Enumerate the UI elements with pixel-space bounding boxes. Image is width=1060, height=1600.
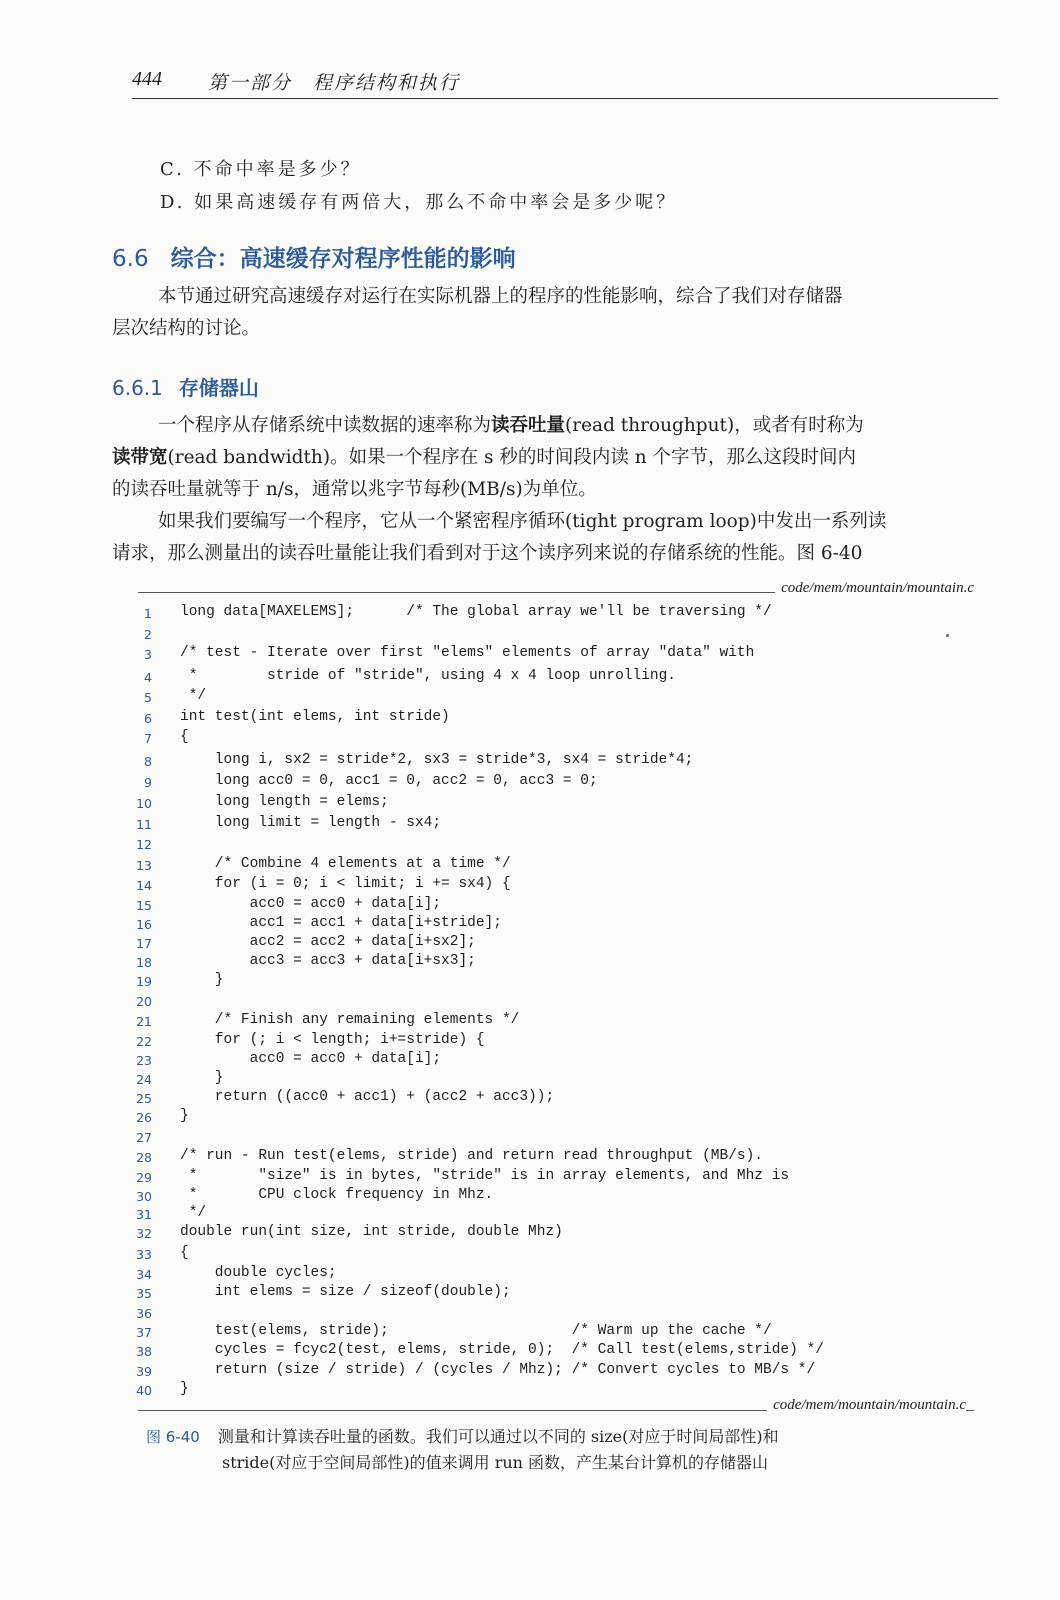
exercise-item-c: C. 不命中率是多少？ <box>160 159 362 180</box>
code-line <box>132 668 992 688</box>
line-number: 4 <box>144 670 152 685</box>
code-line <box>132 1224 992 1244</box>
line-number: 35 <box>136 1286 152 1301</box>
source-file-label-bottom: code/mem/mountain/mountain.c <box>767 1397 966 1414</box>
code-line <box>132 604 992 624</box>
code-text: */ <box>180 1205 207 1221</box>
line-number: 16 <box>136 917 152 932</box>
code-text: long length = elems; <box>180 794 389 810</box>
line-number: 22 <box>136 1034 152 1049</box>
code-line <box>132 729 992 749</box>
subsection-title: 存储器山 <box>178 376 259 400</box>
code-text: return (size / stride) / (cycles / Mhz); /* Convert cycles to MB/s */ <box>180 1362 816 1378</box>
code-text: { <box>180 1245 189 1261</box>
line-number: 40 <box>136 1383 152 1398</box>
code-line <box>132 1148 992 1168</box>
code-text: long limit = length - sx4; <box>180 815 442 831</box>
code-line <box>132 856 992 876</box>
subsection-number: 6.6.1 <box>112 376 163 400</box>
line-number: 36 <box>136 1306 152 1321</box>
code-text: double cycles; <box>180 1265 337 1281</box>
caption-line: 测量和计算读吞吐量的函数。我们可以通过以不同的 size(对应于时间局部性)和 <box>217 1427 779 1446</box>
code-line <box>132 709 992 729</box>
code-text: * CPU clock frequency in Mhz. <box>180 1187 494 1203</box>
code-line <box>132 1187 992 1207</box>
section-title: 综合：高速缓存对程序性能的影响 <box>170 246 516 272</box>
line-number: 12 <box>136 837 152 852</box>
line-number: 33 <box>136 1247 152 1262</box>
code-line <box>132 915 992 935</box>
line-number: 15 <box>136 898 152 913</box>
code-line <box>132 1168 992 1188</box>
paragraph-read-throughput <box>112 410 996 570</box>
text-run: (read throughput)，或者有时称为 <box>565 415 864 436</box>
line-number: 23 <box>136 1053 152 1068</box>
line-number: 28 <box>136 1150 152 1165</box>
code-text: long data[MAXELEMS]; /* The global array we'll be traversing */ <box>180 604 772 620</box>
code-line <box>132 1070 992 1090</box>
code-line <box>132 815 992 835</box>
line-number: 38 <box>136 1344 152 1359</box>
code-line <box>132 1362 992 1382</box>
term-read-bandwidth: 读带宽 <box>112 447 168 468</box>
line-number: 25 <box>136 1091 152 1106</box>
code-text: } <box>180 1070 224 1086</box>
line-number: 19 <box>136 974 152 989</box>
line-number: 34 <box>136 1267 152 1282</box>
intro-line: 本节通过研究高速缓存对运行在实际机器上的程序的性能影响，综合了我们对存储器 <box>158 286 843 307</box>
code-line <box>132 625 992 645</box>
line-number: 24 <box>136 1072 152 1087</box>
code-line <box>132 752 992 772</box>
code-line <box>132 1342 992 1362</box>
part-title: 第一部分 程序结构和执行 <box>208 72 461 94</box>
text-run: (read bandwidth)。如果一个程序在 s 秒的时间段内读 n 个字节，那么这段时间内 <box>167 447 857 468</box>
line-number: 20 <box>136 994 152 1009</box>
line-number: 37 <box>136 1325 152 1340</box>
line-number: 3 <box>144 647 152 662</box>
code-text: * "size" is in bytes, "stride" is in array elements, and Mhz is <box>180 1168 790 1184</box>
code-text: acc2 = acc2 + data[i+sx2]; <box>180 934 476 950</box>
code-text: acc1 = acc1 + data[i+stride]; <box>180 915 502 931</box>
code-text: /* run - Run test(elems, stride) and return read throughput (MB/s). <box>180 1148 763 1164</box>
code-text: long acc0 = 0, acc1 = 0, acc2 = 0, acc3 = 0; <box>180 773 598 789</box>
line-number: 14 <box>136 878 152 893</box>
page-number: 444 <box>132 68 162 90</box>
code-text: cycles = fcyc2(test, elems, stride, 0); /* Call test(elems,stride) */ <box>180 1342 824 1358</box>
section-intro <box>112 281 996 345</box>
code-line <box>132 953 992 973</box>
code-line <box>132 794 992 814</box>
code-line <box>132 1032 992 1052</box>
code-text: acc0 = acc0 + data[i]; <box>180 1051 442 1067</box>
subsection-heading <box>112 372 259 401</box>
paragraph-line <box>112 442 996 474</box>
line-number: 1 <box>144 606 152 621</box>
code-text: for (i = 0; i < limit; i += sx4) { <box>180 876 511 892</box>
line-number: 11 <box>136 817 152 832</box>
code-text: double run(int size, int stride, double Mhz) <box>180 1224 563 1240</box>
code-text: } <box>180 972 224 988</box>
code-text: } <box>180 1381 189 1397</box>
line-number: 2 <box>144 627 152 642</box>
code-line <box>132 1089 992 1109</box>
line-number: 32 <box>136 1226 152 1241</box>
caption-line: stride(对应于空间局部性)的值来调用 run 函数，产生某台计算机的存储器山 <box>222 1453 769 1472</box>
code-line <box>132 1284 992 1304</box>
code-line <box>132 934 992 954</box>
code-text: test(elems, stride); /* Warm up the cache */ <box>180 1323 772 1339</box>
line-number: 26 <box>136 1110 152 1125</box>
source-file-label-top: code/mem/mountain/mountain.c <box>775 580 974 597</box>
section-heading <box>112 240 516 273</box>
code-text: for (; i < length; i+=stride) { <box>180 1032 485 1048</box>
code-text: { <box>180 729 189 745</box>
code-line <box>132 896 992 916</box>
code-line <box>132 1265 992 1285</box>
line-number: 9 <box>144 775 152 790</box>
paragraph-line: 如果我们要编写一个程序，它从一个紧密程序循环(tight program loop)中发出一系列读 <box>158 511 887 532</box>
line-number: 7 <box>144 731 152 746</box>
code-line <box>132 688 992 708</box>
code-line <box>132 645 992 665</box>
code-line <box>132 1205 992 1225</box>
paragraph-line <box>112 410 996 442</box>
code-text: /* Combine 4 elements at a time */ <box>180 856 511 872</box>
code-text: int test(int elems, int stride) <box>180 709 450 725</box>
line-number: 17 <box>136 936 152 951</box>
paragraph-line: 的读吞吐量就等于 n/s，通常以兆字节每秒(MB/s)为单位。 <box>112 479 597 500</box>
line-number: 18 <box>136 955 152 970</box>
text-run: 一个程序从存储系统中读数据的速率称为 <box>158 415 492 436</box>
figure-caption <box>146 1424 976 1476</box>
code-line <box>132 773 992 793</box>
code-text: acc3 = acc3 + data[i+sx3]; <box>180 953 476 969</box>
section-number: 6.6 <box>112 246 149 272</box>
line-number: 31 <box>136 1207 152 1222</box>
code-text: int elems = size / sizeof(double); <box>180 1284 511 1300</box>
paragraph-line: 请求，那么测量出的读吞吐量能让我们看到对于这个读序列来说的存储系统的性能。图 6-40 <box>112 543 863 564</box>
figure-label: 图 6-40 <box>146 1428 200 1446</box>
code-line <box>132 1128 992 1148</box>
code-text: * stride of "stride", using 4 x 4 loop unrolling. <box>180 668 676 684</box>
exercise-item-d: D. 如果高速缓存有两倍大，那么不命中率会是多少呢？ <box>160 192 678 213</box>
line-number: 27 <box>136 1130 152 1145</box>
code-line <box>132 1051 992 1071</box>
line-number: 21 <box>136 1014 152 1029</box>
code-line <box>132 1323 992 1343</box>
line-number: 5 <box>144 690 152 705</box>
code-line <box>132 992 992 1012</box>
code-text: return ((acc0 + acc1) + (acc2 + acc3)); <box>180 1089 555 1105</box>
code-line <box>132 876 992 896</box>
code-line <box>132 1245 992 1265</box>
line-number: 39 <box>136 1364 152 1379</box>
code-text: } <box>180 1108 189 1124</box>
code-line <box>132 972 992 992</box>
code-line <box>132 1304 992 1324</box>
code-text: /* test - Iterate over first "elems" elements of array "data" with <box>180 645 755 661</box>
code-text: acc0 = acc0 + data[i]; <box>180 896 442 912</box>
code-text: long i, sx2 = stride*2, sx3 = stride*3, sx4 = stride*4; <box>180 752 694 768</box>
code-line <box>132 835 992 855</box>
code-line <box>132 1012 992 1032</box>
code-text: */ <box>180 688 207 704</box>
line-number: 30 <box>136 1189 152 1204</box>
running-header <box>132 64 998 99</box>
code-text: /* Finish any remaining elements */ <box>180 1012 520 1028</box>
line-number: 10 <box>136 796 152 811</box>
line-number: 13 <box>136 858 152 873</box>
term-read-throughput: 读吞吐量 <box>491 415 566 436</box>
code-line <box>132 1108 992 1128</box>
intro-line: 层次结构的讨论。 <box>112 318 261 339</box>
line-number: 29 <box>136 1170 152 1185</box>
line-number: 6 <box>144 711 152 726</box>
line-number: 8 <box>144 754 152 769</box>
